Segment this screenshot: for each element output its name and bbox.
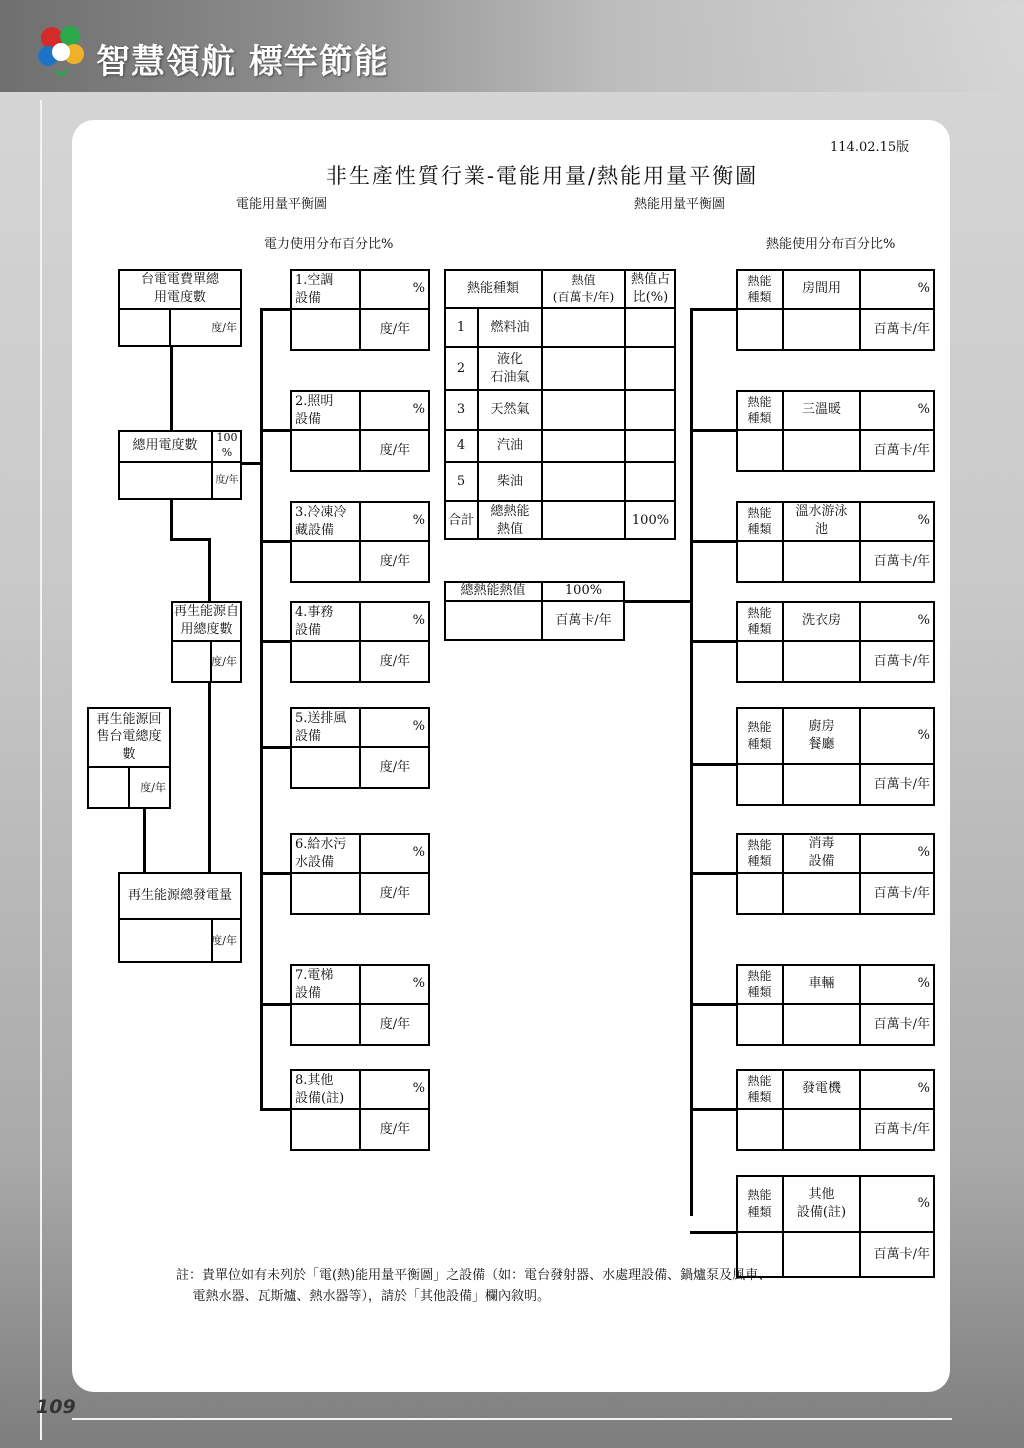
connector-line [260,308,263,1108]
connector-line [690,640,736,643]
decorative-line [72,1418,952,1420]
equipment-3-value[interactable] [290,541,360,583]
connector-line [690,308,736,311]
self-use-box-value[interactable] [171,641,211,683]
heat-row-number: 2 [444,347,478,390]
sold-box-label: 再生能源回 售台電總度 數 [87,707,171,767]
equipment-7-pct: % [360,964,430,1004]
total-box-pct: 100 % [212,430,242,462]
heat-use-8-label: 發電機 [783,1069,860,1109]
heat-row-name: 天然氣 [478,390,542,430]
equipment-4-unit: 度/年 [360,641,430,683]
connector-line [260,308,290,311]
equipment-6-unit: 度/年 [360,873,430,915]
heat-subtitle: 熱能用量平衡圖 [634,197,726,212]
equipment-1-value[interactable] [290,309,360,351]
heat-use-1-pct: % [860,269,935,309]
heat-row-share[interactable] [625,390,676,430]
heat-row-number: 3 [444,390,478,430]
equipment-1-pct: % [360,269,430,309]
connector-line [690,1003,736,1006]
heat-row-value[interactable] [542,347,625,390]
equipment-2-pct: % [360,390,430,430]
heat-use-6-pct: % [860,833,935,873]
taipower-box-value[interactable] [118,309,170,347]
equipment-8-label: 8.其他 設備(註) [290,1069,360,1109]
equipment-7-unit: 度/年 [360,1004,430,1046]
heat-total-value[interactable] [542,501,625,540]
heat-use-4-value[interactable] [783,641,860,683]
heat-use-7-unit: 百萬卡/年 [860,1004,935,1046]
heat-use-1-kind-value[interactable] [736,309,783,351]
heat-use-3-kind-value[interactable] [736,541,783,583]
heat-use-8-value[interactable] [783,1109,860,1151]
heat-use-4-unit: 百萬卡/年 [860,641,935,683]
equipment-4-value[interactable] [290,641,360,683]
total-heat-value[interactable] [444,601,542,641]
total-box-unit: 度/年 [212,462,242,500]
heat-total-label: 合計 [444,501,478,540]
header-banner [0,0,1024,92]
equipment-5-pct: % [360,707,430,747]
heat-header-kind: 熱能種類 [444,269,542,308]
equipment-1-label: 1.空調 設備 [290,269,360,309]
heat-use-6-value[interactable] [783,873,860,915]
heat-row-number: 5 [444,462,478,501]
equipment-2-value[interactable] [290,430,360,472]
total-heat-pct: 100% [542,581,625,601]
equipment-3-unit: 度/年 [360,541,430,583]
equipment-2-label: 2.照明 設備 [290,390,360,430]
equipment-5-label: 5.送排風 設備 [290,707,360,747]
heat-use-2-kind: 熱能 種類 [736,390,783,430]
connector-line [260,1108,290,1111]
connector-line [260,540,290,543]
heat-use-4-kind-value[interactable] [736,641,783,683]
heat-use-7-kind-value[interactable] [736,1004,783,1046]
heat-row-share[interactable] [625,308,676,347]
generation-box-label: 再生能源總發電量 [118,872,242,919]
connector-line [260,746,290,749]
equipment-8-value[interactable] [290,1109,360,1151]
connector-line [260,429,290,432]
heat-use-9-unit: 百萬卡/年 [860,1232,935,1278]
equipment-8-unit: 度/年 [360,1109,430,1151]
equipment-6-value[interactable] [290,873,360,915]
connector-line [690,1231,736,1234]
heat-use-4-kind: 熱能 種類 [736,601,783,641]
connector-line [690,763,736,766]
heat-row-value[interactable] [542,430,625,462]
total-heat-label: 總熱能熱值 [444,581,542,601]
electric-distribution-label: 電力使用分布百分比% [264,237,394,252]
heat-use-3-unit: 百萬卡/年 [860,541,935,583]
equipment-3-pct: % [360,501,430,541]
heat-row-value[interactable] [542,462,625,501]
heat-row-share[interactable] [625,347,676,390]
heat-use-2-value[interactable] [783,430,860,472]
heat-use-5-value[interactable] [783,764,860,806]
connector-line [690,1108,736,1111]
connector-line [242,462,262,465]
heat-row-share[interactable] [625,462,676,501]
self-use-box-label: 再生能源自 用總度數 [171,601,242,641]
equipment-7-value[interactable] [290,1004,360,1046]
heat-use-8-unit: 百萬卡/年 [860,1109,935,1151]
heat-use-9-kind: 熱能 種類 [736,1175,783,1232]
heat-header-share: 熱值占 比(%) [625,269,676,308]
page-title: 非生產性質行業-電能用量/熱能用量平衡圖 [325,164,759,188]
heat-use-1-value[interactable] [783,309,860,351]
heat-use-9-label: 其他 設備(註) [783,1175,860,1232]
heat-use-5-kind-value[interactable] [736,764,783,806]
total-heat-unit: 百萬卡/年 [542,601,625,641]
connector-line [260,1003,290,1006]
equipment-7-label: 7.電梯 設備 [290,964,360,1004]
connector-line [690,540,736,543]
heat-use-4-pct: % [860,601,935,641]
heat-use-7-kind: 熱能 種類 [736,964,783,1004]
connector-line [170,538,210,541]
connector-line [625,600,692,603]
heat-use-6-kind: 熱能 種類 [736,833,783,873]
heat-row-name: 柴油 [478,462,542,501]
heat-use-5-pct: % [860,707,935,764]
heat-row-number: 4 [444,430,478,462]
taipower-box-label: 台電電費單總 用電度數 [118,269,242,309]
heat-use-5-label: 廚房 餐廳 [783,707,860,764]
heat-row-share[interactable] [625,430,676,462]
heat-row-name: 汽油 [478,430,542,462]
heat-use-8-kind: 熱能 種類 [736,1069,783,1109]
connector-line [690,429,736,432]
banner-title: 智慧領航 標竿節能 [96,42,389,82]
heat-use-5-unit: 百萬卡/年 [860,764,935,806]
heat-header-value: 熱值 (百萬卡/年) [542,269,625,308]
heat-total-name: 總熱能 熱值 [478,501,542,540]
heat-use-8-kind-value[interactable] [736,1109,783,1151]
sold-box-value[interactable] [87,767,129,809]
connector-line [260,872,290,875]
total-box-value[interactable] [118,462,212,500]
heat-use-3-kind: 熱能 種類 [736,501,783,541]
equipment-3-label: 3.冷凍冷 藏設備 [290,501,360,541]
heat-use-6-label: 消毒 設備 [783,833,860,873]
heat-use-3-label: 溫水游泳 池 [783,501,860,541]
heat-use-7-pct: % [860,964,935,1004]
connector-line [690,308,693,1216]
heat-distribution-label: 熱能使用分布百分比% [766,237,896,252]
version-label: 114.02.15版 [830,140,910,155]
heat-row-value[interactable] [542,308,625,347]
heat-use-2-pct: % [860,390,935,430]
connector-line [170,347,173,430]
equipment-5-unit: 度/年 [360,747,430,789]
heat-use-7-label: 車輛 [783,964,860,1004]
connector-line [208,683,211,873]
heat-row-name: 液化 石油氣 [478,347,542,390]
heat-row-number: 1 [444,308,478,347]
heat-use-7-value[interactable] [783,1004,860,1046]
heat-use-6-kind-value[interactable] [736,873,783,915]
equipment-1-unit: 度/年 [360,309,430,351]
heat-use-1-label: 房間用 [783,269,860,309]
equipment-8-pct: % [360,1069,430,1109]
heat-use-9-pct: % [860,1175,935,1232]
equipment-5-value[interactable] [290,747,360,789]
connector-line [143,809,146,872]
connector-line [208,538,211,602]
heat-use-9-value[interactable] [783,1232,860,1278]
equipment-4-pct: % [360,601,430,641]
connector-line [690,872,736,875]
generation-box-value[interactable] [118,919,212,963]
equipment-6-pct: % [360,833,430,873]
heat-use-2-unit: 百萬卡/年 [860,430,935,472]
equipment-4-label: 4.事務 設備 [290,601,360,641]
heat-use-2-label: 三溫暖 [783,390,860,430]
logo-icon [34,22,90,84]
generation-box-unit: 度/年 [212,919,242,963]
equipment-2-unit: 度/年 [360,430,430,472]
total-box-label: 總用電度數 [118,430,212,462]
sold-box-unit: 度/年 [129,767,171,809]
heat-row-name: 燃料油 [478,308,542,347]
heat-row-value[interactable] [542,390,625,430]
heat-use-5-kind: 熱能 種類 [736,707,783,764]
connector-line [170,500,173,540]
page-number: 109 [36,1396,76,1418]
equipment-6-label: 6.給水污 水設備 [290,833,360,873]
taipower-box-unit: 度/年 [170,309,242,347]
heat-use-4-label: 洗衣房 [783,601,860,641]
heat-use-2-kind-value[interactable] [736,430,783,472]
heat-total-pct: 100% [625,501,676,540]
decorative-line [40,100,42,1440]
heat-use-8-pct: % [860,1069,935,1109]
heat-use-3-pct: % [860,501,935,541]
footnote: 註：貴單位如有未列於「電(熱)能用量平衡圖」之設備（如：電台發射器、水處理設備、鍋爐泵及風車、 電熱水器、瓦斯爐、熱水器等），請於「其他設備」欄內敘明。 [176,1268,772,1304]
self-use-box-unit: 度/年 [211,641,242,683]
electric-subtitle: 電能用量平衡圖 [236,197,328,212]
heat-use-1-kind: 熱能 種類 [736,269,783,309]
heat-use-1-unit: 百萬卡/年 [860,309,935,351]
heat-use-3-value[interactable] [783,541,860,583]
heat-use-6-unit: 百萬卡/年 [860,873,935,915]
connector-line [260,640,290,643]
